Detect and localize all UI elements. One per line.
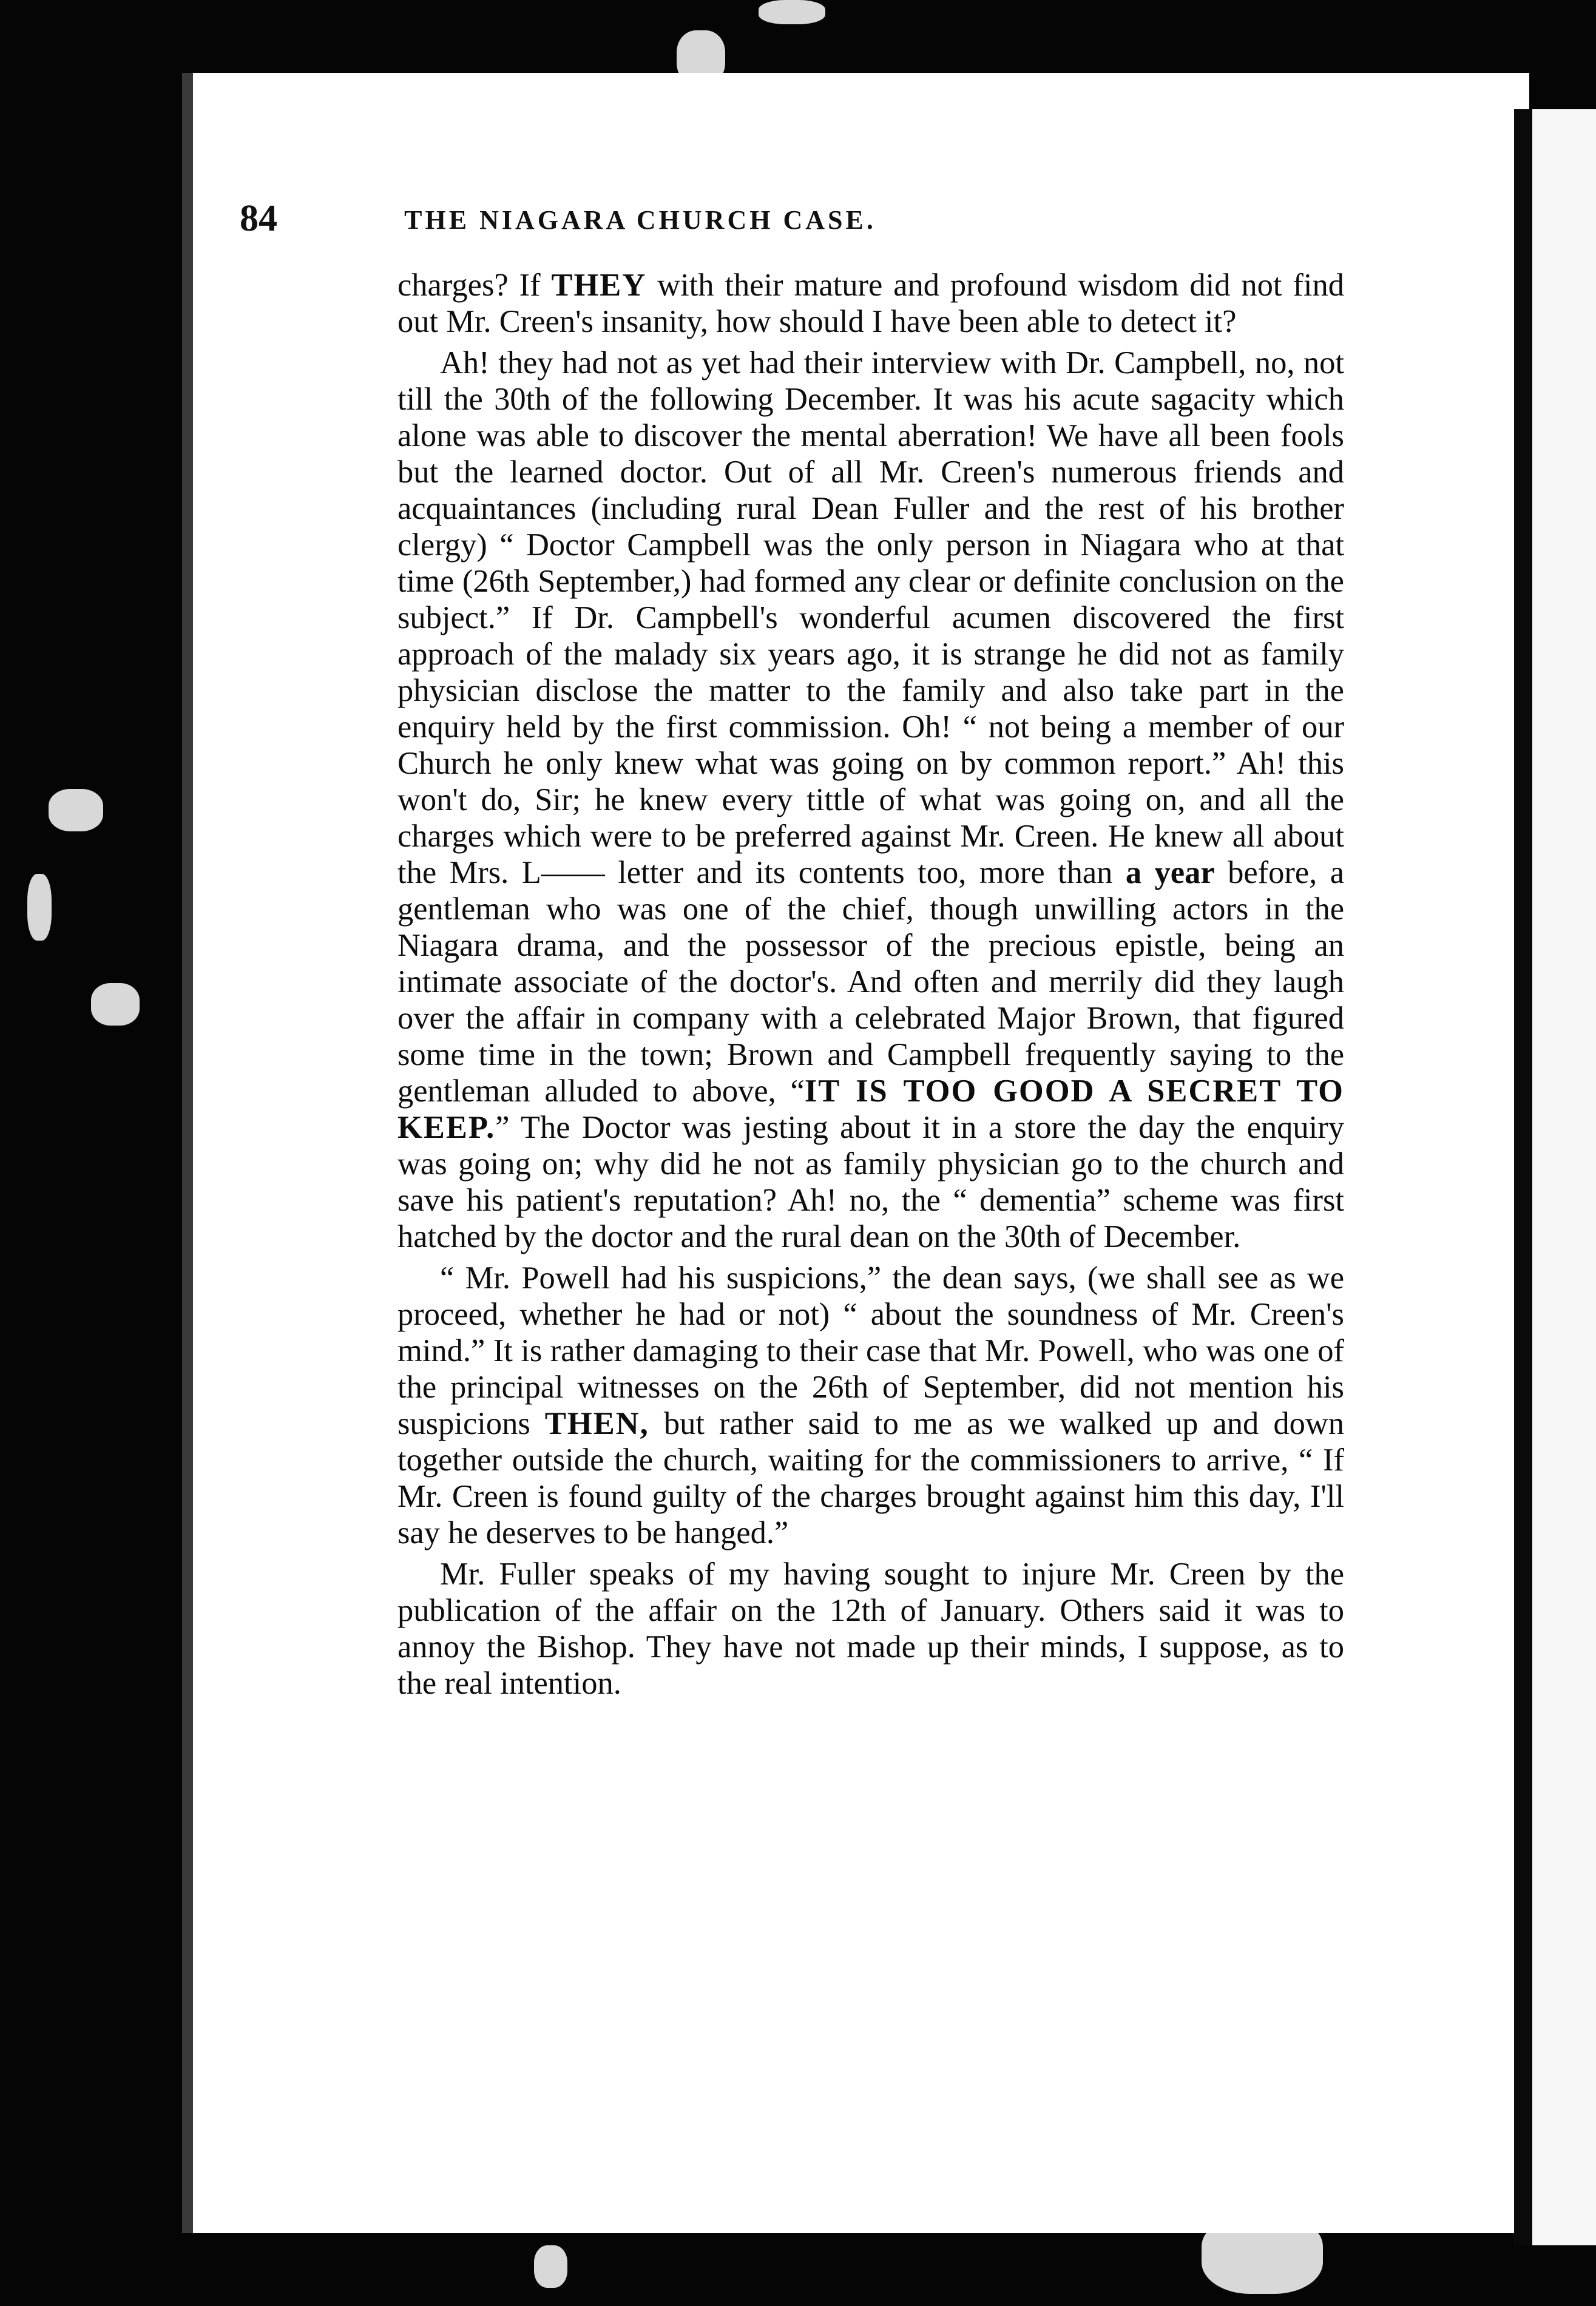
adjacent-page-edge <box>1532 109 1596 2245</box>
page-header <box>240 197 1150 252</box>
paragraph-text: ” The Doctor was jesting about it in a store the day the enquiry was going on; why did he not as family physician go to the church and save his patient's reputation? Ah! no, the “ dementia” scheme was first hatched by the doctor and the rural dean on the 30th of December. <box>397 1110 1344 1254</box>
paragraph <box>397 267 1344 340</box>
paragraph-text: but rather said to me as we walked up and down together outside the church, waiting for the commissioners to arrive, “ If Mr. Creen is found guilty of the charges brought against him this day, I'll say he deserves to be hanged.” <box>397 1406 1344 1550</box>
small-caps-text: THEN, <box>544 1406 649 1441</box>
paragraph-text: before, a gentleman who was one of the chief, though unwilling actors in the Niagara drama, and the possessor of the precious epistle, being an intimate associate of the doctor's. And often and merrily did they laugh over the affair in company with a celebrated Major Brown, that figured some time in the town; Brown and Campbell frequently saying to the gentleman alluded to above, “ <box>397 855 1345 1109</box>
paragraph <box>397 1556 1344 1702</box>
bold-text: a year <box>1125 855 1215 890</box>
paragraph <box>397 345 1344 1255</box>
paper-debris-speck <box>534 2245 567 2288</box>
running-head: THE NIAGARA CHURCH CASE. <box>404 205 876 235</box>
paper-debris-speck <box>27 874 52 941</box>
paragraph-text: “ Mr. Powell had his suspicions,” the dean says, (we shall see as we proceed, whether he had or not) “ about the soundness of Mr. Creen's mind.” It is rather damaging to their case that Mr. Powell, who was one of the principal witnesses on the 26th of September, did not mention his suspicions <box>397 1260 1344 1441</box>
page-gutter <box>1514 109 1532 2245</box>
paragraph-text: charges? If <box>397 268 552 303</box>
paragraph-text: with their mature and profound wisdom did not find out Mr. Creen's insanity, how should I have been able to detect it? <box>397 268 1344 339</box>
page-left-shadow <box>182 73 193 2233</box>
body-text <box>397 267 1344 1706</box>
paragraph <box>397 1260 1344 1551</box>
small-caps-text: THEY <box>551 268 647 303</box>
paper-debris-speck <box>49 789 103 831</box>
small-caps-text: IT IS TOO GOOD A SECRET TO KEEP. <box>397 1074 1344 1145</box>
paper-debris-speck <box>759 0 825 24</box>
paragraph-text: Mr. Fuller speaks of my having sought to injure Mr. Creen by the publication of the affair on the 12th of January. Others said it was to annoy the Bishop. They have not made up their minds, I suppose, as to the real intention. <box>397 1557 1344 1701</box>
page-number: 84 <box>240 198 277 239</box>
paper-debris-speck <box>91 983 140 1026</box>
paragraph-text: Ah! they had not as yet had their interview with Dr. Campbell, no, not till the 30th of the following December. It was his acute sagacity which alone was able to discover the mental aberration! We have all been fools but the learned doctor. Out of all Mr. Creen's numerous friends and acquaintances (including rural Dean Fuller and the rest of his brother clergy) “ Doctor Campbell was the only person in Niagara who at that time (26th September,) had formed any clear or definite conclusion on the subject.” If Dr. Campbell's wonderful acumen discovered the first approach of the malady six years ago, it is strange he did not as family physician disclose the matter to the family and also take part in the enquiry held by the first commission. Oh! “ not being a member of our Church he only knew what was going on by common report.” Ah! this won't do, Sir; he knew every tittle of what was going on, and all the charges which were to be preferred against Mr. Creen. He knew all about the Mrs. L—— letter and its contents too, more than <box>397 345 1344 890</box>
